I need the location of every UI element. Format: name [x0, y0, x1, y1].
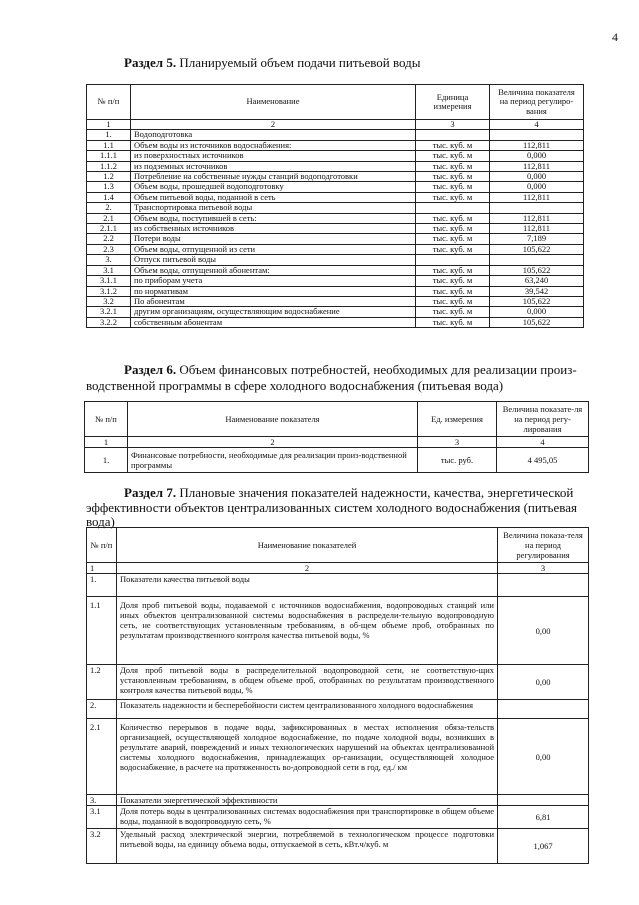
row-unit-cell — [416, 255, 490, 265]
header-cell: Наименование показателей — [117, 528, 498, 563]
row-value-cell: 0,000 — [490, 307, 584, 317]
row-name-cell: Отпуск питьевой воды — [131, 255, 416, 265]
row-value-cell: 0,000 — [490, 151, 584, 161]
section7-title-line2: эффективности объектов централизованных систем холодного водоснабжения (питьевая — [86, 500, 577, 515]
row-unit-cell: тыс. куб. м — [416, 140, 490, 150]
section6-table — [84, 401, 589, 473]
table-index-row — [87, 563, 589, 574]
row-unit-cell: тыс. руб. — [418, 448, 497, 473]
row-name-cell: Показатель надежности и бесперебойности систем централизованного холодного водоснабжения — [117, 700, 498, 719]
section6-title-bold: Раздел 6. — [124, 362, 177, 377]
row-number-cell: 3. — [87, 795, 117, 806]
row-value-cell: 105,622 — [490, 317, 584, 327]
row-number-cell: 1.2 — [87, 172, 131, 182]
row-value-cell — [490, 203, 584, 213]
index-cell: 2 — [131, 120, 416, 130]
table-header-row — [85, 402, 589, 437]
row-unit-cell: тыс. куб. м — [416, 296, 490, 306]
row-name-cell: по приборам учета — [131, 276, 416, 286]
section5-table — [86, 84, 584, 328]
row-number-cell: 2.2 — [87, 234, 131, 244]
row-value-cell: 112,811 — [490, 213, 584, 223]
row-name-cell: По абонентам — [131, 296, 416, 306]
row-number-cell: 1. — [85, 448, 128, 473]
row-unit-cell: тыс. куб. м — [416, 161, 490, 171]
section7-title — [124, 485, 573, 501]
header-cell: Ед. измерения — [418, 402, 497, 437]
section7-title-line1: Плановые значения показателей надежности, качества, энергетической — [176, 485, 574, 500]
section5-title-text: Планируемый объем подачи питьевой воды — [176, 55, 421, 70]
row-name-cell: Финансовые потребности, необходимые для реализации произ-водственной программы — [128, 448, 418, 473]
page-number: 4 — [612, 30, 618, 44]
row-number-cell: 2.1 — [87, 213, 131, 223]
row-value-cell: 4 495,05 — [497, 448, 589, 473]
row-value-cell — [498, 795, 589, 806]
table-row — [87, 182, 584, 192]
table-row — [87, 203, 584, 213]
index-cell: 4 — [490, 120, 584, 130]
table-row — [85, 448, 589, 473]
row-unit-cell: тыс. куб. м — [416, 286, 490, 296]
section5-title — [124, 55, 421, 71]
section6-title-line1: Объем финансовых потребностей, необходимых для реализации произ- — [176, 362, 577, 377]
row-name-cell: Водоподготовка — [131, 130, 416, 140]
row-value-cell: 7,189 — [490, 234, 584, 244]
row-number-cell: 3.1.1 — [87, 276, 131, 286]
section6-title-line2: водственной программы в сфере холодного водоснабжения (питьевая вода) — [86, 378, 504, 393]
row-unit-cell — [416, 130, 490, 140]
table-row — [87, 213, 584, 223]
row-name-cell: Доля проб питьевой воды, подаваемой с источников водоснабжения, водопроводных станций или иных объектов централизованной системы водоснабжения в распредели-тельную водопроводную сеть, не соответствующих установленным требованиям, в об-щем объеме проб, отобранных по результатам производственного контроля качества питьевой воды, % — [117, 597, 498, 665]
index-cell: 3 — [498, 563, 589, 574]
table-row — [87, 265, 584, 275]
index-cell: 1 — [85, 437, 128, 448]
row-unit-cell: тыс. куб. м — [416, 265, 490, 275]
row-name-cell: Показатели качества питьевой воды — [117, 574, 498, 597]
row-value-cell: 0,00 — [498, 597, 589, 665]
table-header-row — [87, 528, 589, 563]
section5-title-bold: Раздел 5. — [124, 55, 177, 70]
table-row — [87, 700, 589, 719]
row-value-cell: 0,00 — [498, 719, 589, 795]
table-row — [87, 172, 584, 182]
table-row — [87, 234, 584, 244]
index-cell: 3 — [418, 437, 497, 448]
row-number-cell: 1.1 — [87, 140, 131, 150]
row-name-cell: по нормативам — [131, 286, 416, 296]
header-cell: № п/п — [85, 402, 128, 437]
row-name-cell: Количество перерывов в подаче воды, зафиксированных в местах исполнения обяза-тельств организацией, осуществляющей холодное водоснабжение, по подаче холодной воды, возникших в результате аварий, повреждений и иных технологических нарушений на объектах централизованной системы холодного водоснабжения, принадлежащих ор-ганизации, осуществляющей холодное водоснабжение, в расчете на протяженность во-допроводной сети в год, ед./ км — [117, 719, 498, 795]
row-name-cell: Потребление на собственные нужды станций водоподготовки — [131, 172, 416, 182]
row-number-cell: 3.1.2 — [87, 286, 131, 296]
row-value-cell: 63,240 — [490, 276, 584, 286]
row-value-cell: 0,000 — [490, 182, 584, 192]
table-row — [87, 151, 584, 161]
row-number-cell: 3.2 — [87, 296, 131, 306]
row-value-cell: 0,00 — [498, 665, 589, 700]
row-number-cell: 3.2 — [87, 829, 117, 864]
row-value-cell: 1,067 — [498, 829, 589, 864]
header-cell: Величина показателя на период регулиро-вания — [490, 85, 584, 120]
row-number-cell: 3.1 — [87, 806, 117, 829]
row-value-cell: 0,000 — [490, 172, 584, 182]
row-unit-cell — [416, 203, 490, 213]
row-name-cell: Доля проб питьевой воды в распределительной водопроводной сети, не соответствую-щих установленным требованиям, в общем объеме проб, отобранных по результатам производственного контроля качества питьевой воды, % — [117, 665, 498, 700]
table-row — [87, 192, 584, 202]
row-name-cell: Доля потерь воды в централизованных системах водоснабжения при транспортировке в общем объеме воды, поданной в водопроводную сеть, % — [117, 806, 498, 829]
row-number-cell: 1.1 — [87, 597, 117, 665]
table-row — [87, 806, 589, 829]
row-number-cell: 3. — [87, 255, 131, 265]
row-name-cell: Транспортировка питьевой воды — [131, 203, 416, 213]
index-cell: 1 — [87, 563, 117, 574]
row-name-cell: Объем воды из источников водоснабжения: — [131, 140, 416, 150]
row-number-cell: 3.2.1 — [87, 307, 131, 317]
table-row — [87, 286, 584, 296]
row-name-cell: из поверхностных источников — [131, 151, 416, 161]
table-row — [87, 130, 584, 140]
table-row — [87, 296, 584, 306]
row-number-cell: 1. — [87, 574, 117, 597]
table-row — [87, 307, 584, 317]
header-cell: Величина показа-теля на период регулирования — [498, 528, 589, 563]
row-unit-cell: тыс. куб. м — [416, 244, 490, 254]
row-name-cell: Объем воды, отпущенной абонентам: — [131, 265, 416, 275]
row-name-cell: собственным абонентам — [131, 317, 416, 327]
row-number-cell: 1.1.2 — [87, 161, 131, 171]
row-number-cell: 1.3 — [87, 182, 131, 192]
index-cell: 3 — [416, 120, 490, 130]
index-cell: 2 — [128, 437, 418, 448]
index-cell: 4 — [497, 437, 589, 448]
row-unit-cell: тыс. куб. м — [416, 192, 490, 202]
row-number-cell: 1.4 — [87, 192, 131, 202]
row-name-cell: Объем питьевой воды, поданной в сеть — [131, 192, 416, 202]
row-value-cell: 112,811 — [490, 192, 584, 202]
row-value-cell: 39,542 — [490, 286, 584, 296]
row-value-cell: 112,811 — [490, 140, 584, 150]
row-value-cell — [490, 130, 584, 140]
table-row — [87, 276, 584, 286]
row-name-cell: из подземных источников — [131, 161, 416, 171]
header-cell: № п/п — [87, 85, 131, 120]
row-value-cell — [498, 700, 589, 719]
row-unit-cell: тыс. куб. м — [416, 234, 490, 244]
row-name-cell: Удельный расход электрической энергии, потребляемой в технологическом процессе подготовки питьевой воды, на единицу объема воды, отпускаемой в сеть, кВт.ч/куб. м — [117, 829, 498, 864]
row-unit-cell: тыс. куб. м — [416, 224, 490, 234]
row-name-cell: Объем воды, прошедшей водоподготовку — [131, 182, 416, 192]
table-row — [87, 829, 589, 864]
row-number-cell: 1.1.1 — [87, 151, 131, 161]
table-row — [87, 574, 589, 597]
table-row — [87, 244, 584, 254]
row-name-cell: Потери воды — [131, 234, 416, 244]
index-cell: 2 — [117, 563, 498, 574]
index-cell: 1 — [87, 120, 131, 130]
section7-title-line3: вода) — [86, 514, 115, 529]
row-number-cell: 2. — [87, 700, 117, 719]
row-value-cell: 6,81 — [498, 806, 589, 829]
row-unit-cell: тыс. куб. м — [416, 276, 490, 286]
table-row — [87, 161, 584, 171]
row-number-cell: 2.3 — [87, 244, 131, 254]
row-unit-cell: тыс. куб. м — [416, 182, 490, 192]
row-unit-cell: тыс. куб. м — [416, 307, 490, 317]
row-unit-cell: тыс. куб. м — [416, 317, 490, 327]
row-value-cell: 112,811 — [490, 224, 584, 234]
row-value-cell — [498, 574, 589, 597]
section7-table — [86, 527, 589, 864]
row-unit-cell: тыс. куб. м — [416, 172, 490, 182]
row-number-cell: 1.2 — [87, 665, 117, 700]
row-number-cell: 2.1 — [87, 719, 117, 795]
row-number-cell: 3.1 — [87, 265, 131, 275]
row-unit-cell: тыс. куб. м — [416, 213, 490, 223]
row-name-cell: Объем воды, отпущенной из сети — [131, 244, 416, 254]
table-index-row — [85, 437, 589, 448]
section6-title — [124, 362, 577, 378]
header-cell: Величина показате-ля на период регу-лирования — [497, 402, 589, 437]
row-name-cell: из собственных источников — [131, 224, 416, 234]
table-row — [87, 317, 584, 327]
table-index-row — [87, 120, 584, 130]
header-cell: Единица измерения — [416, 85, 490, 120]
table-row — [87, 255, 584, 265]
header-cell: № п/п — [87, 528, 117, 563]
row-name-cell: другим организациям, осуществляющим водоснабжение — [131, 307, 416, 317]
row-unit-cell: тыс. куб. м — [416, 151, 490, 161]
row-value-cell: 105,622 — [490, 296, 584, 306]
row-name-cell: Показатели энергетической эффективности — [117, 795, 498, 806]
row-value-cell: 112,811 — [490, 161, 584, 171]
table-row — [87, 665, 589, 700]
table-row — [87, 140, 584, 150]
row-number-cell: 3.2.2 — [87, 317, 131, 327]
row-number-cell: 2.1.1 — [87, 224, 131, 234]
header-cell: Наименование — [131, 85, 416, 120]
table-row — [87, 597, 589, 665]
table-row — [87, 224, 584, 234]
row-value-cell: 105,622 — [490, 265, 584, 275]
row-value-cell — [490, 255, 584, 265]
header-cell: Наименование показателя — [128, 402, 418, 437]
row-number-cell: 1. — [87, 130, 131, 140]
table-row — [87, 795, 589, 806]
section7-title-bold: Раздел 7. — [124, 485, 177, 500]
row-value-cell: 105,622 — [490, 244, 584, 254]
table-row — [87, 719, 589, 795]
row-name-cell: Объем воды, поступившей в сеть: — [131, 213, 416, 223]
table-header-row — [87, 85, 584, 120]
row-number-cell: 2. — [87, 203, 131, 213]
